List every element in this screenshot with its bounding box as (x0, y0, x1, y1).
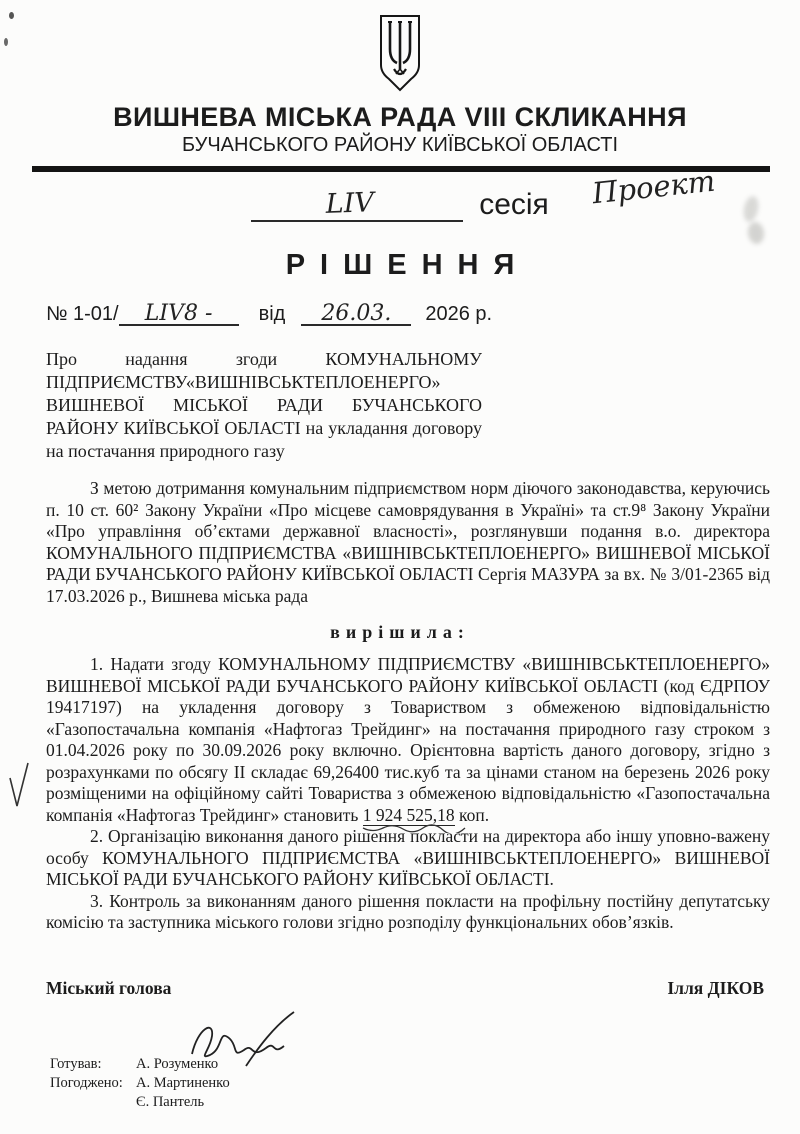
resolution-item-3: 3. Контроль за виконанням даного рішення покласти на профільну постійну депутатську комісію та заступника міського голови згідно розподілу функціональних обов’язків. (46, 890, 770, 932)
scan-artifact (9, 12, 14, 19)
scan-artifact (4, 38, 8, 46)
number-blank-line (119, 299, 239, 326)
signing-row (46, 978, 764, 999)
document-title: РІШЕННЯ (285, 249, 530, 281)
mayor-name: Ілля ДІКОВ (667, 977, 764, 998)
agreed-label: Погоджено: (50, 1074, 123, 1091)
preamble-paragraph: З метою дотримання комунальним підприємством норм діючого законодавства, керуючись п. 10 ст. 60² Закону України «Про місцеве самоврядування в Україні» та ст.9⁸ Закону України «Про управління об’єктами державної власності», розглянувши подання в.о. директора КОМУНАЛЬНОГО ПІДПРИЄМСТВА «ВИШНІВСЬКТЕПЛОЕНЕРГО» ВИШНЕВОЇ МІСЬКОЇ РАДИ БУЧАНСЬКОГО РАЙОНУ КИЇВСЬКОЇ ОБЛАСТІ Сергія МАЗУРА за вх. № 3/01-2365 від 17.03.2026 р., Вишнева міська рада (46, 478, 770, 606)
session-label: сесія (479, 188, 549, 221)
handwritten-session-number: LIV (325, 187, 375, 220)
handwritten-check-icon (6, 760, 32, 812)
agreed-spacer (50, 1093, 126, 1112)
session-number-line (251, 186, 463, 222)
underlined-amount (363, 805, 455, 826)
resolution-item-2: 2. Організацію виконання даного рішення покласти на директора або іншу уповно-важену особу КОМУНАЛЬНОГО ПІДПРИЄМСТВА «ВИШНІВСЬКТЕПЛОЕНЕРГО» ВИШНЕВОЇ МІСЬКОЇ РАДИ БУЧАНСЬКОГО РАЙОНУ КИЇВСЬКОЇ ОБЛАСТІ. (46, 826, 770, 889)
decision-subject: Про надання згоди КОМУНАЛЬНОМУ ПІДПРИЄМСТВУ«ВИШНІВСЬКТЕПЛОЕНЕРГО» ВИШНЕВОЇ МІСЬКОЇ РАДИ БУЧАНСЬКОГО РАЙОНУ КИЇВСЬКОЇ ОБЛАСТІ на укладання договору на постачання природного газу (46, 349, 482, 461)
agreed-name-1: А. Мартиненко (136, 1074, 230, 1091)
district-subtitle: БУЧАНСЬКОГО РАЙОНУ КИЇВСЬКОЇ ОБЛАСТІ (181, 134, 618, 156)
number-prefix: № 1-01/ (46, 303, 119, 325)
amount-value: 1 924 525,18 (362, 804, 455, 825)
date-label: від (258, 303, 286, 325)
handwritten-decision-number: LIV8 - (144, 301, 213, 326)
item1-tail: коп. (454, 804, 490, 825)
handwritten-draft-stamp: Проект (590, 163, 717, 211)
signature-scribble-icon (188, 1010, 298, 1074)
council-title: ВИШНЕВА МІСЬКА РАДА VIII СКЛИКАННЯ (113, 102, 687, 132)
handwritten-date: 26.03. (321, 301, 392, 326)
item1-text: 1. Надати згоду КОМУНАЛЬНОМУ ПІДПРИЄМСТВУ «ВИШНІВСЬКТЕПЛОЕНЕРГО» ВИШНЕВОЇ МІСЬКОЇ РАДИ БУЧАНСЬКОГО РАЙОНУ КИЇВСЬКОЇ ОБЛАСТІ (код ЄДРПОУ 19417197) на укладення договору з Товариством з обмеженою відповідальністю «Газопостачальна компанія «Нафтогаз Трейдинг» на постачання природного газу строком з 01.04.2026 року по 30.09.2026 року включно. Орієнтовна вартість даного договору, згідно з розрахунками по обсягу ІІ складає 69,26400 тис.куб та за цінами станом на березень 2026 року розміщеними на офіційному сайті Товариства з обмеженою відповідальністю «Газопостачальна компанія «Нафтогаз Трейдинг» становить (46, 654, 770, 825)
ukraine-trident-emblem-icon (377, 12, 423, 94)
document-header (0, 0, 800, 157)
resolved-heading: вирішила: (330, 622, 470, 642)
requisites-row (46, 299, 770, 326)
prepared-name: А. Розуменко (136, 1055, 219, 1072)
prepared-label: Готував: (50, 1055, 102, 1072)
mayor-position: Міський голова (46, 977, 172, 998)
date-blank-line (301, 299, 411, 326)
resolution-item-1 (46, 654, 770, 826)
approvals-block (50, 1055, 800, 1112)
handwritten-wavy-underline (361, 824, 473, 833)
agreed-name-2: Є. Пантель (136, 1093, 205, 1110)
year-label: 2026 р. (425, 303, 493, 325)
